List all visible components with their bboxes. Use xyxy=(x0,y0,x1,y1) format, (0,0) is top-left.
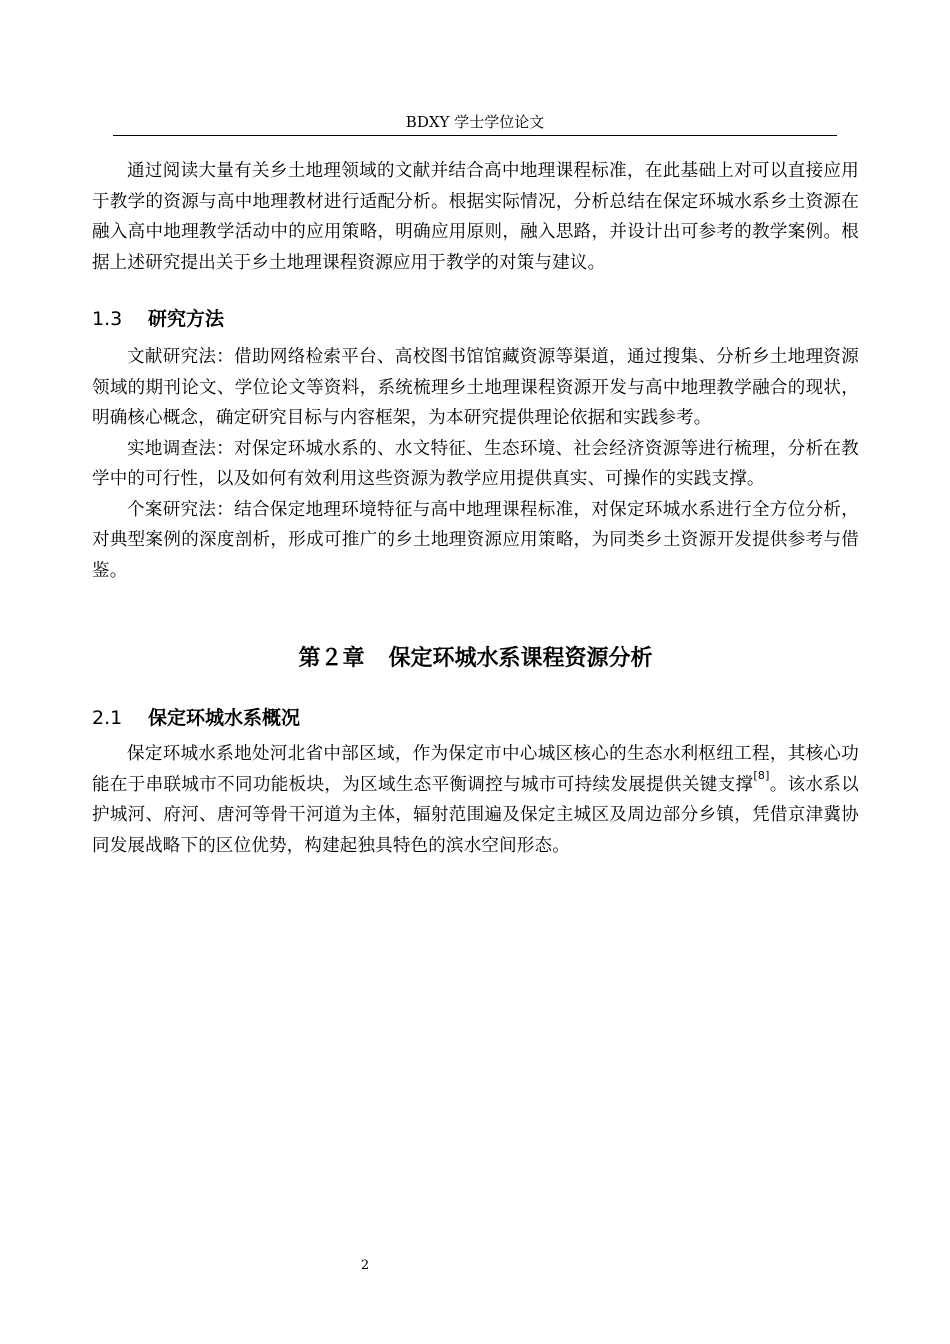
spacer xyxy=(92,278,859,304)
header-rule xyxy=(113,135,837,136)
chapter-number: 第２章 xyxy=(298,646,365,671)
spacer xyxy=(92,586,859,642)
section-title: 保定环城水系概况 xyxy=(148,707,301,729)
paragraph-case-study-method: 个案研究法：结合保定地理环境特征与高中地理课程标准，对保定环城水系进行全方位分析，对典型案例的深度剖析，形成可推广的乡土地理资源应用策略，为同类乡土资源开发提供参考与借鉴。 xyxy=(92,499,859,581)
section-number: 1.3 xyxy=(92,308,123,330)
section-title: 研究方法 xyxy=(148,308,225,330)
page-number: 2 xyxy=(360,1258,370,1273)
chapter-title: 保定环城水系课程资源分析 xyxy=(388,646,653,671)
overview-text-a: 保定环城水系地处河北省中部区域，作为保定市中心城区核心的生态水利枢纽工程，其核心功能在于串联城市不同功能板块，为区域生态平衡调控与城市可持续发展提供关键支撑 xyxy=(92,744,859,795)
paragraph-intro: 通过阅读大量有关乡土地理领域的文献并结合高中地理课程标准，在此基础上对可以直接应用于教学的资源与高中地理教材进行适配分析。根据实际情况，分析总结在保定环城水系乡土资源在融入高中地理教学活动中的应用策略，明确应用原则，融入思路，并设计出可参考的教学案例。根据上述研究提出关于乡土地理课程资源应用于教学的对策与建议。 xyxy=(92,161,859,273)
section-heading-1-3 xyxy=(92,304,859,334)
paragraph-overview xyxy=(92,739,859,861)
paragraph-field-survey-method: 实地调查法：对保定环城水系的、水文特征、生态环境、社会经济资源等进行梳理，分析在教学中的可行性，以及如何有效利用这些资源为教学应用提供真实、可操作的实践支撑。 xyxy=(92,438,859,489)
section-heading-2-1 xyxy=(92,703,859,733)
citation-ref[interactable]: [8] xyxy=(753,768,770,782)
overview-text-b: 。该水系以护城河、府河、唐河等骨干河道为主体，辐射范围遍及保定主城区及周边部分乡镇，凭借京津冀协同发展战略下的区位优势，构建起独具特色的滨水空间形态。 xyxy=(92,774,859,856)
spacer xyxy=(92,676,859,703)
spacer xyxy=(92,334,859,342)
page-content xyxy=(92,156,859,861)
running-header: BDXY 学士学位论文 xyxy=(405,113,545,131)
paragraph-literature-method: 文献研究法：借助网络检索平台、高校图书馆馆藏资源等渠道，通过搜集、分析乡土地理资源领域的期刊论文、学位论文等资料，系统梳理乡土地理课程资源开发与高中地理教学融合的现状，明确核心概念，确定研究目标与内容框架，为本研究提供理论依据和实践参考。 xyxy=(92,347,859,428)
section-number: 2.1 xyxy=(92,707,123,729)
chapter-heading-2 xyxy=(92,642,859,676)
